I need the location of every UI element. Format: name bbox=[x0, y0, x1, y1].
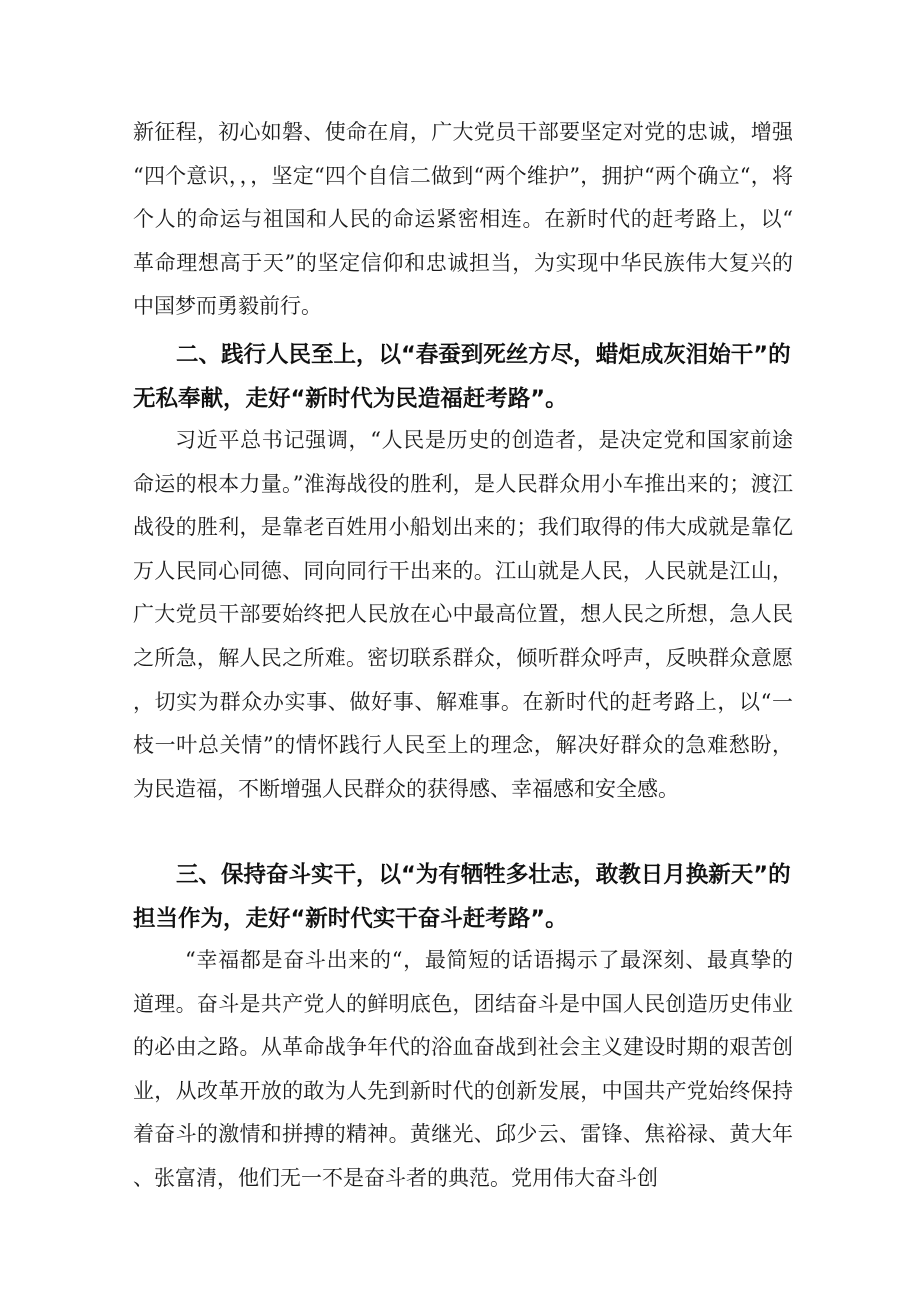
section-heading-2: 二、践行人民至上，以“春蚕到死丝方尽，蜡炬成灰泪始干”的无私奉献，走好“新时代为民造福赶考路”。 bbox=[133, 342, 791, 412]
section-heading-3: 三、保持奋斗实干，以“为有牺牲多壮志，敢教日月换新天”的担当作为，走好“新时代实干奋斗赶考路”。 bbox=[133, 862, 791, 932]
paragraph-body-1: 新征程，初心如磐、使命在肩，广大党员干部要坚定对党的忠诚，增强“四个意识，，，坚定“四个自信二做到“两个维护”，拥护“两个确立“，将个人的命运与祖国和人民的命运紧密相连。在新时代的赶考路上，以“革命理想高于天”的坚定信仰和忠诚担当，为实现中华民族伟大复兴的中国梦而勇毅前行。 bbox=[133, 120, 793, 319]
paragraph-body-2: 习近平总书记强调，“人民是历史的创造者，是决定党和国家前途命运的根本力量。”淮海战役的胜利，是人民群众用小车推出来的；渡江战役的胜利，是靠老百姓用小船划出来的；我们取得的伟大成就是靠亿万人民同心同德、同向同行干出来的。江山就是人民，人民就是江山，广大党员干部要始终把人民放在心中最高位置，想人民之所想，急人民之所急，解人民之所难。密切联系群众，倾听群众呼声，反映群众意愿，切实为群众办实事、做好事、解难事。在新时代的赶考路上，以“一枝一叶总关情”的情怀践行人民至上的理念，解决好群众的急难愁盼，为民造福，不断增强人民群众的获得感、幸福感和安全感。 bbox=[133, 428, 793, 801]
paragraph-body-3: “幸福都是奋斗出来的“，最简短的话语揭示了最深刻、最真挚的道理。奋斗是共产党人的鲜明底色，团结奋斗是中国人民创造历史伟业的必由之路。从革命战争年代的浴血奋战到社会主义建设时期的艰苦创业，从改革开放的敢为人先到新时代的创新发展，中国共产党始终保持着奋斗的激情和拼搏的精神。黄继光、邱少云、雷锋、焦裕禄、黄大年、张富清，他们无一不是奋斗者的典范。党用伟大奋斗创 bbox=[133, 948, 793, 1190]
